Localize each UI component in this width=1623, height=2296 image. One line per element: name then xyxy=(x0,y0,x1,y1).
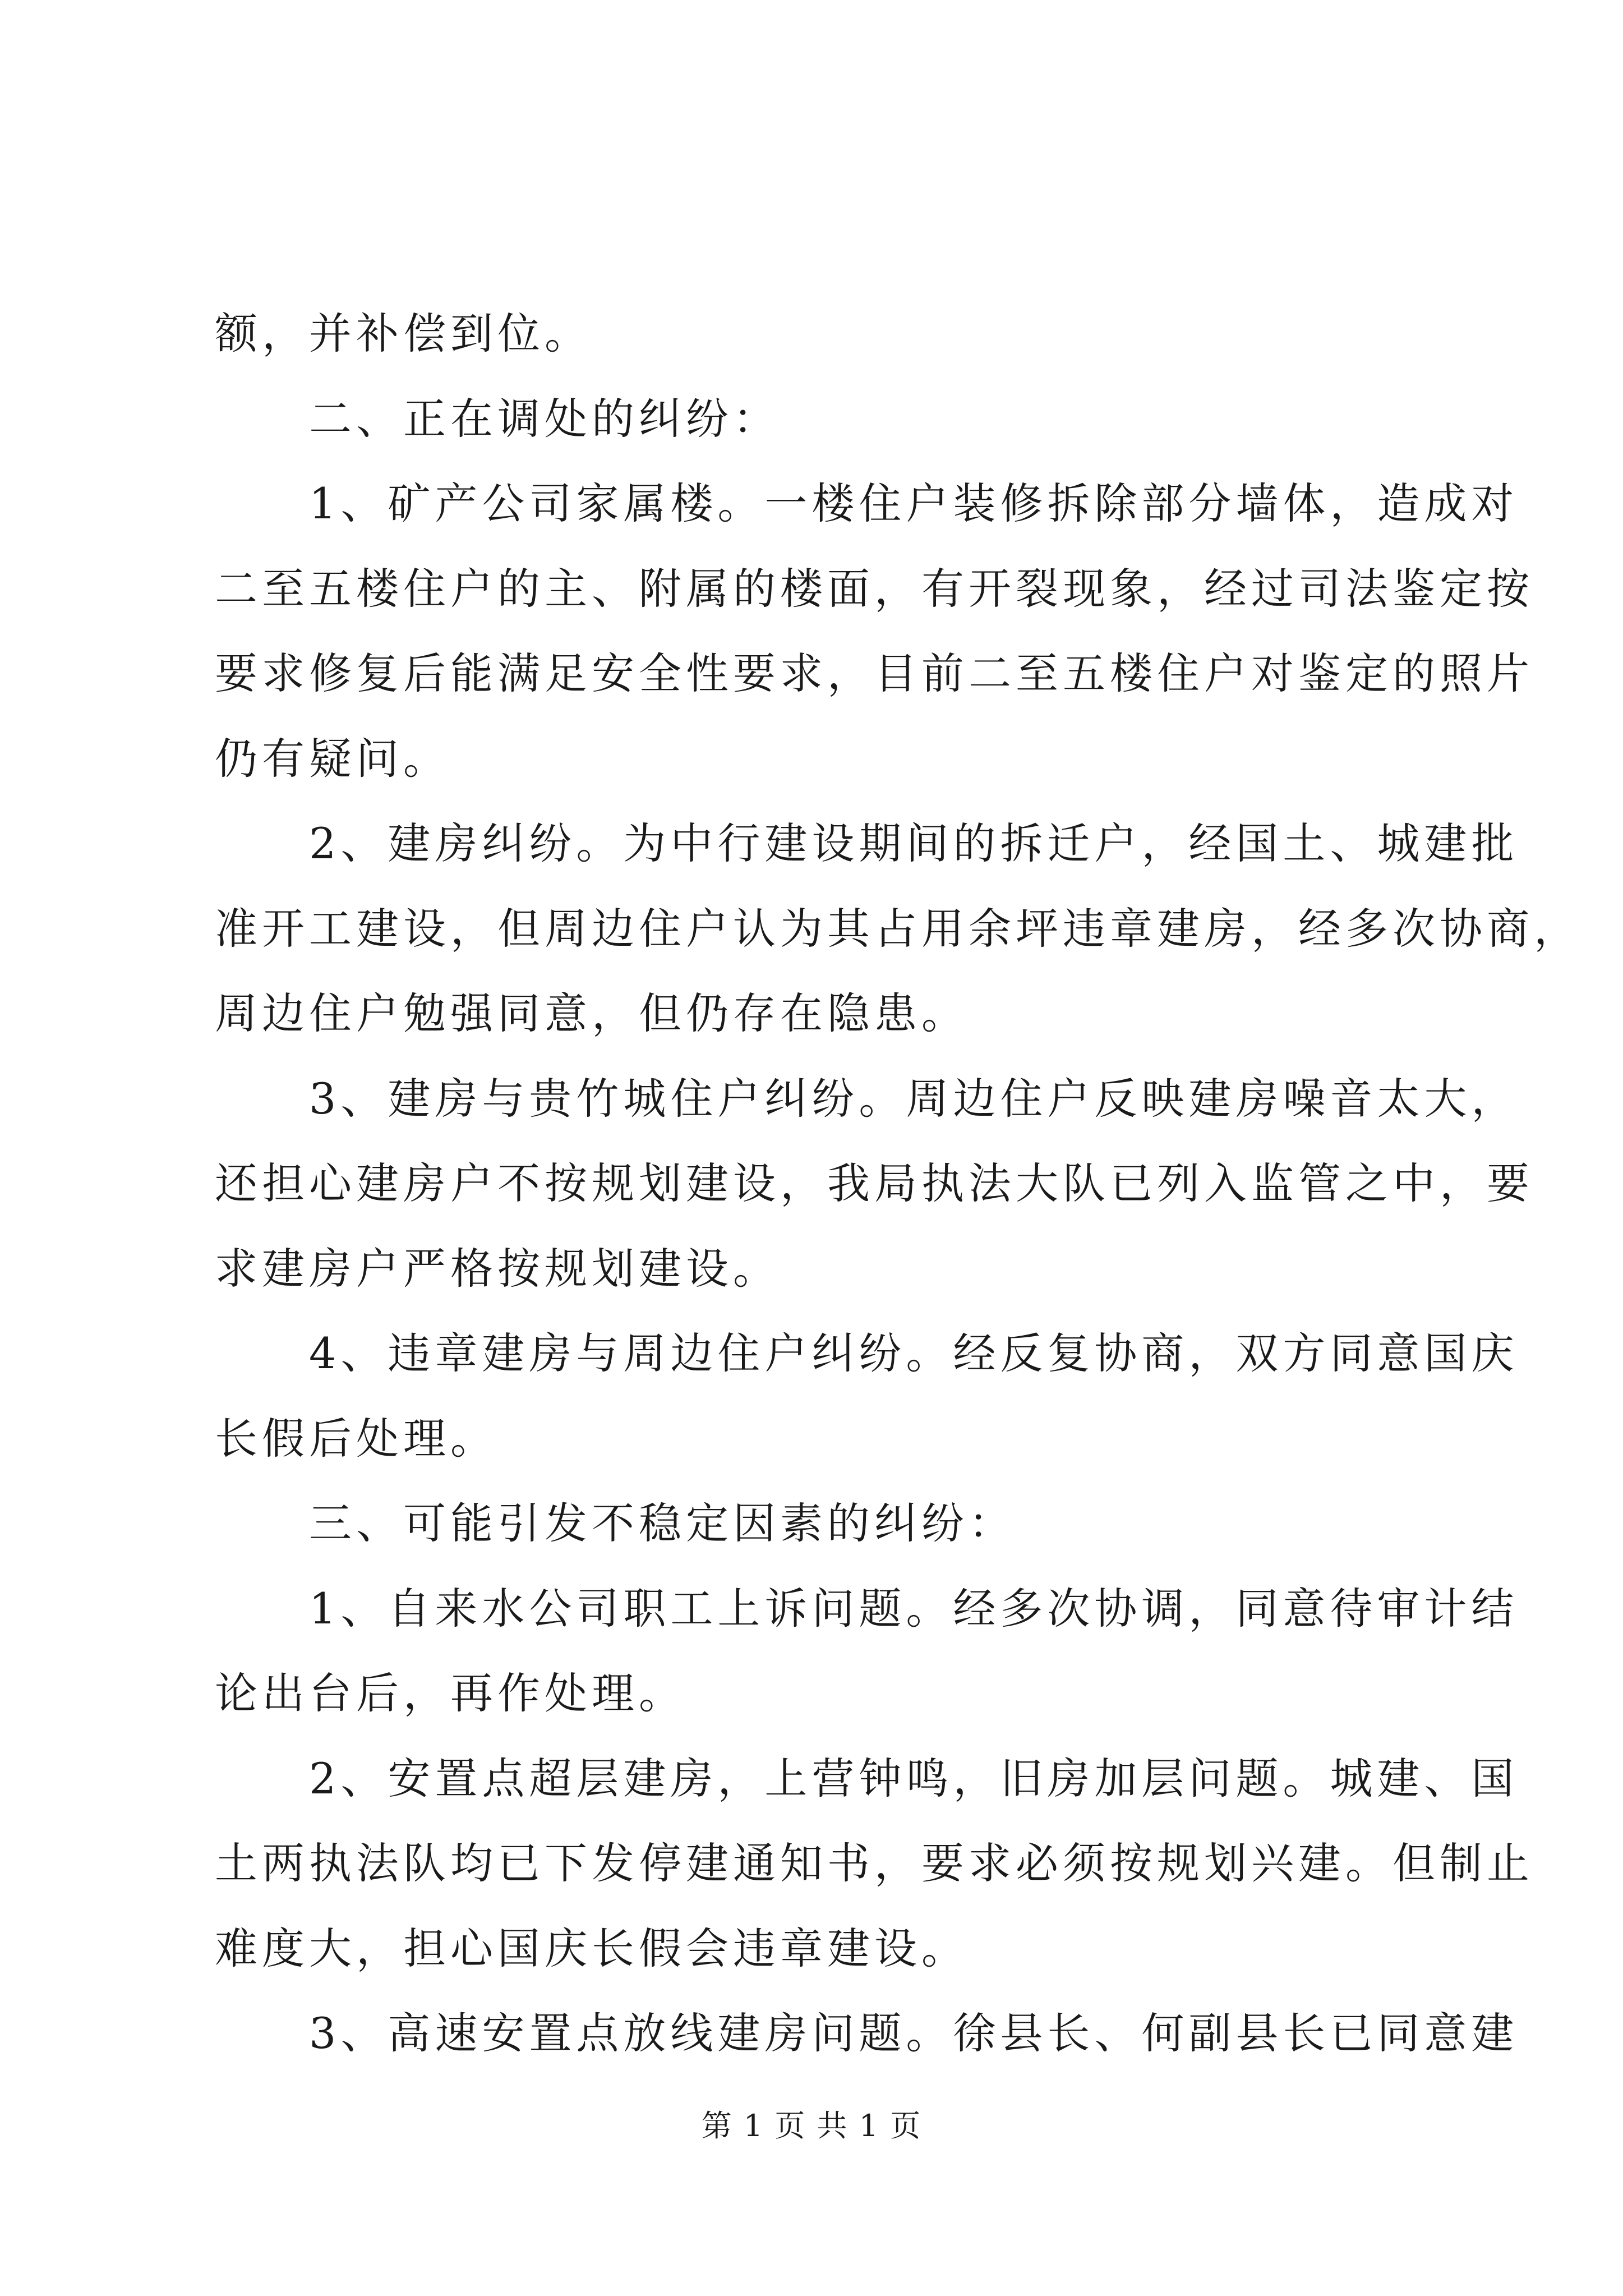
text-line: 求建房户严格按规划建设。 xyxy=(215,1244,780,1294)
text-line: 二至五楼住户的主、附属的楼面，有开裂现象，经过司法鉴定按 xyxy=(215,564,1534,614)
text-line: 2、建房纠纷。为中行建设期间的拆迁户，经国土、城建批 xyxy=(215,818,1519,868)
text-line: 4、违章建房与周边住户纠纷。经反复协商，双方同意国庆 xyxy=(215,1328,1519,1378)
text-line: 土两执法队均已下发停建通知书，要求必须按规划兴建。但制止 xyxy=(215,1838,1534,1888)
text-line: 周边住户勉强同意，但仍存在隐患。 xyxy=(215,988,969,1038)
text-line: 二、正在调处的纠纷： xyxy=(215,394,780,444)
text-line: 1、自来水公司职工上诉问题。经多次协调，同意待审计结 xyxy=(215,1584,1519,1634)
page-number-footer: 第 1 页 共 1 页 xyxy=(701,2108,922,2143)
text-line: 准开工建设，但周边住户认为其占用余坪违章建房，经多次协商， xyxy=(215,904,1581,954)
text-line: 还担心建房户不按规划建设，我局执法大队已列入监管之中，要 xyxy=(215,1158,1534,1208)
text-line: 2、安置点超层建房，上营钟鸣，旧房加层问题。城建、国 xyxy=(215,1754,1519,1803)
text-line: 论出台后，再作处理。 xyxy=(215,1668,686,1718)
text-line: 3、高速安置点放线建房问题。徐县长、何副县长已同意建 xyxy=(215,2008,1519,2058)
text-line: 额，并补偿到位。 xyxy=(215,309,592,358)
text-line: 长假后处理。 xyxy=(215,1414,497,1464)
text-line: 难度大，担心国庆长假会违章建设。 xyxy=(215,1924,969,1973)
text-line: 三、可能引发不稳定因素的纠纷： xyxy=(215,1498,1016,1548)
text-line: 3、建房与贵竹城住户纠纷。周边住户反映建房噪音太大， xyxy=(215,1074,1519,1124)
text-line: 仍有疑问。 xyxy=(215,734,450,784)
text-line: 要求修复后能满足安全性要求，目前二至五楼住户对鉴定的照片 xyxy=(215,648,1534,698)
text-line: 1、矿产公司家属楼。一楼住户装修拆除部分墙体，造成对 xyxy=(215,478,1519,528)
